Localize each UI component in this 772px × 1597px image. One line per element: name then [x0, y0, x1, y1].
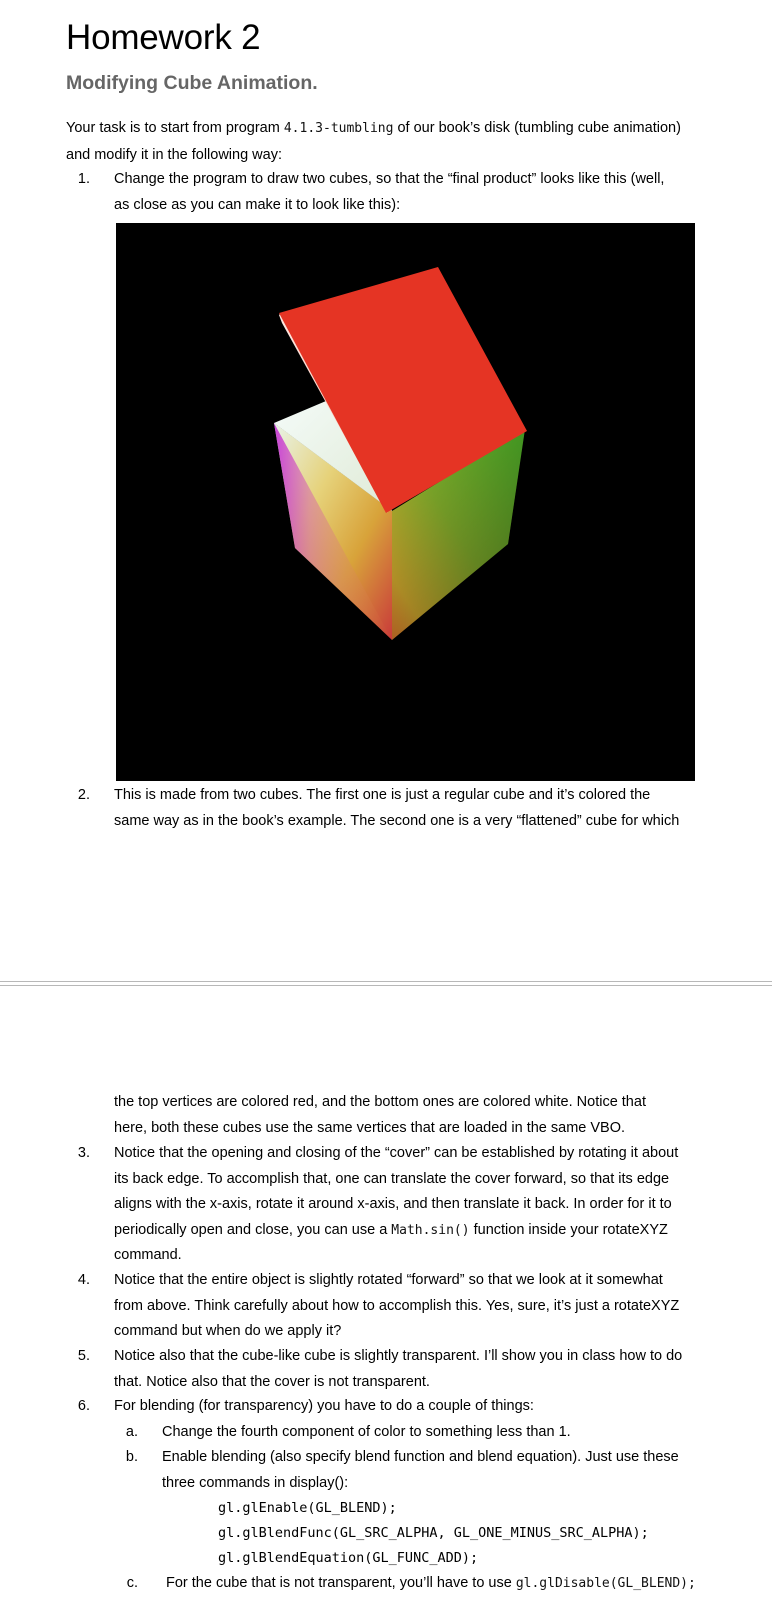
list-line: periodically open and close, you can use a [114, 1221, 392, 1238]
list-item-text [114, 1394, 714, 1420]
list-number: 4. [77, 1272, 90, 1288]
list-number: 5. [77, 1348, 90, 1364]
list-line: command. [114, 1247, 182, 1263]
list-line: For blending (for transparency) you have to do a couple of things: [114, 1398, 534, 1414]
list-line: function inside your rotateXYZ [469, 1221, 668, 1238]
list-number: c. [126, 1575, 138, 1591]
list-item-text [114, 783, 694, 834]
list-number: 1. [77, 171, 90, 187]
intro-text-after: of our book’s disk (tumbling cube animation) [393, 120, 681, 136]
list-number: 2. [77, 787, 90, 803]
code-line-blendequation: gl.glBlendEquation(GL_FUNC_ADD); [218, 1550, 479, 1566]
intro-text-before: Your task is to start from program [66, 120, 284, 136]
program-code: 4.1.3-tumbling [283, 121, 394, 136]
list-line: This is made from two cubes. The first one is just a regular cube and it’s colored the [114, 787, 651, 803]
list-line: command but when do we apply it? [114, 1323, 342, 1339]
list-item-text [166, 1571, 756, 1597]
page-2 [0, 984, 772, 1594]
math-sin-code: Math.sin() [391, 1222, 470, 1238]
list-number: 3. [77, 1145, 90, 1161]
list-line: that. Notice also that the cover is not transparent. [114, 1373, 430, 1390]
gl-disable-code: gl.glDisable(GL_BLEND); [515, 1576, 696, 1591]
page-title: Homework 2 [66, 18, 261, 57]
list-item-text [114, 1344, 714, 1395]
list-item-text [114, 1090, 714, 1141]
list-item-text [162, 1445, 712, 1496]
list-item-text [114, 1141, 714, 1269]
list-line: its back edge. To accomplish that, one can translate the cover forward, so that its edge [114, 1170, 670, 1187]
list-line: as close as you can make it to look like this): [114, 196, 401, 213]
list-line: same way as in the book’s example. The second one is a very “flattened” cube for which [114, 812, 680, 829]
list-line: For the cube that is not transparent, you’ll have to use [166, 1575, 516, 1591]
list-line: from above. Think carefully about how to accomplish this. Yes, sure, it’s just a rotateXYZ [114, 1297, 680, 1314]
list-number: b. [125, 1449, 138, 1465]
list-line: here, both these cubes use the same vertices that are loaded in the same VBO. [114, 1119, 626, 1136]
list-line: Notice that the entire object is slightly rotated “forward” so that we look at it somewhat [114, 1272, 663, 1288]
list-number: a. [125, 1424, 138, 1440]
list-line: Change the program to draw two cubes, so that the “final product” looks like this (well, [114, 171, 665, 187]
list-number: 6. [77, 1398, 90, 1414]
intro-text-line2: and modify it in the following way: [66, 147, 282, 163]
code-line-blendfunc: gl.glBlendFunc(GL_SRC_ALPHA, GL_ONE_MINUS_SRC_ALPHA); [218, 1525, 649, 1541]
cube-animation-figure [116, 223, 695, 781]
list-line: Notice also that the cube-like cube is slightly transparent. I’ll show you in class how to do [114, 1348, 683, 1364]
list-line: the top vertices are colored red, and the bottom ones are colored white. Notice that [114, 1094, 646, 1110]
list-item-text [114, 167, 694, 218]
code-line-enable: gl.glEnable(GL_BLEND); [218, 1500, 397, 1516]
intro-paragraph [66, 115, 716, 168]
page-subtitle: Modifying Cube Animation. [66, 72, 318, 94]
list-line: Enable blending (also specify blend function and blend equation). Just use these [162, 1449, 679, 1465]
list-line: aligns with the x-axis, rotate it around x-axis, and then translate it back. In order for it to [114, 1196, 672, 1212]
list-item-text [162, 1420, 712, 1446]
list-line: three commands in display(): [162, 1474, 349, 1491]
list-item-text [114, 1268, 714, 1345]
list-line: Notice that the opening and closing of the “cover” can be established by rotating it about [114, 1145, 679, 1161]
cube-render-svg [116, 223, 695, 781]
list-line: Change the fourth component of color to something less than 1. [162, 1424, 571, 1440]
